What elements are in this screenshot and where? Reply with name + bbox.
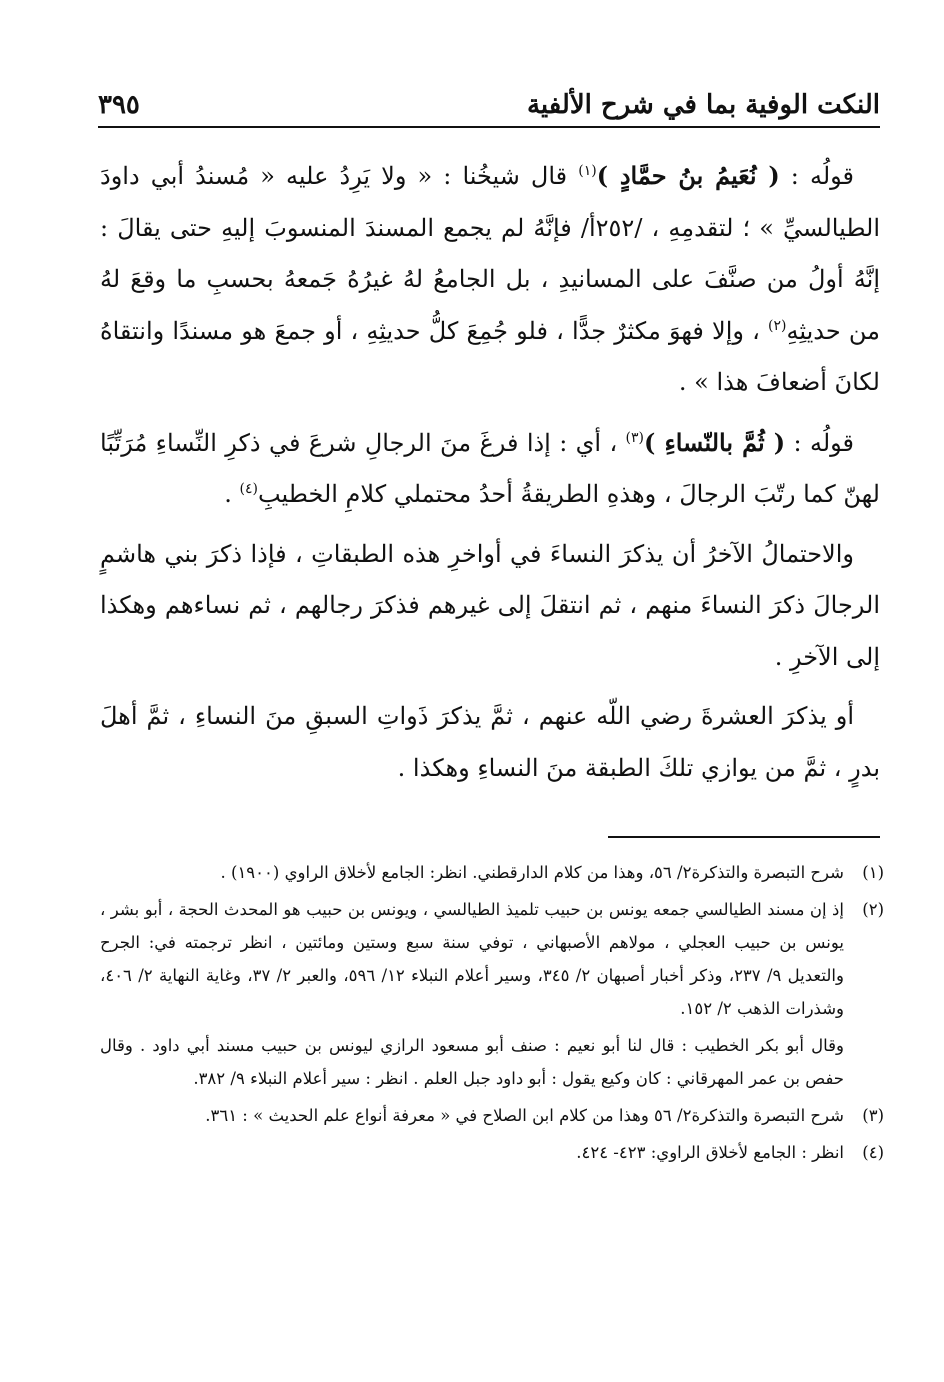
footnotes	[100, 856, 884, 1173]
footnote-1	[100, 856, 884, 889]
paragraph-text-cont: .	[224, 480, 240, 508]
paragraph-text: ، أي : إذا فرغَ منَ الرجالِ شرعَ في ذكرِ النِّساءِ مُرَتِّبًا لهنّ كما رتّبَ الرجالَ ، وهذهِ الطريقةُ أحدُ محتملي كلامِ الخطيبِ	[100, 428, 880, 508]
footnote-ref-1[interactable]: (١)	[578, 163, 597, 179]
page-number: ٣٩٥	[98, 90, 140, 120]
footnote-ref-3[interactable]: (٣)	[625, 429, 645, 446]
footnote-number: (٤)	[862, 1143, 884, 1162]
paragraph-ashara	[100, 691, 880, 794]
footnote-text: شرح التبصرة والتذكرة٢/ ٥٦، وهذا من كلام الدارقطني. انظر: الجامع لأخلاق الراوي (١٩٠٠) .	[220, 863, 844, 882]
paragraph-text-cont: ، وإلا فهوَ مكثرٌ جدًّا ، فلو جُمِعَ كلُّ حديثِهِ ، أو جمعَ هو مسندًا وانتقاهُ لكانَ أضعافَ هذا » .	[100, 316, 880, 396]
paragraph-text: قال شيخُنا : « ولا يَرِدُ عليه « مُسندُ أبي داودَ الطيالسيِّ » ؛ لتقدمِهِ ، /٢٥٢أ/ فإنَّهُ لم يجمع المسندَ المنسوبَ إليهِ حتى يقالَ : إنَّهُ أولُ من صنَّفَ على المسانيدِ ، بل الجامعُ لهُ غيرُهُ جَمعهُ بحسبِ ما وقعَ لهُ من حديثِهِ	[100, 162, 881, 345]
footnote-3	[100, 1099, 884, 1132]
header-title: النكت الوفية بما في شرح الألفية	[526, 90, 880, 120]
quoted-term: ( نُعَيمُ بنُ حمَّادٍ )	[596, 161, 780, 190]
footnote-number: (٢)	[862, 900, 884, 919]
footnote-text: انظر : الجامع لأخلاق الراوي: ٤٢٣- ٤٢٤.	[576, 1143, 844, 1162]
paragraph-text: أو يذكرَ العشرةَ رضي اللّه عنهم ، ثمَّ يذكرَ ذَواتِ السبقِ منَ النساءِ ، ثمَّ أهلَ بدرٍ ، ثمَّ من يوازي تلكَ الطبقة منَ النساءِ وهكذا .	[100, 702, 880, 782]
paragraph-ihtimal	[100, 529, 880, 684]
paragraph-lead: قولُه :	[785, 428, 855, 457]
paragraph-text: والاحتمالُ الآخرُ أن يذكرَ النساءَ في أواخرِ هذه الطبقاتِ ، فإذا ذكرَ بني هاشمٍ الرجالَ ذكرَ النساءَ منهم ، ثم انتقلَ إلى غيرهم فذكرَ رجالهم ، ثم نساءهم وهكذا إلى الآخرِ .	[100, 539, 880, 671]
footnote-2	[100, 893, 884, 1025]
footnote-text: شرح التبصرة والتذكرة٢/ ٥٦ وهذا من كلام ابن الصلاح في « معرفة أنواع علم الحديث » : ٣٦١.	[205, 1106, 844, 1125]
footnote-2-continuation	[100, 1029, 884, 1095]
footnote-4	[100, 1136, 884, 1169]
footnote-text: إذ إن مسند الطيالسي جمعه يونس بن حبيب تلميذ الطيالسي ، ويونس بن حبيب هو المحدث الحجة ، أبو بشر ، يونس بن حبيب العجلي ، مولاهم الأصبهاني ، توفي سنة سبع وستين ومائتين ، انظر ترجمته في: الجرح والتعديل ٩/ ٢٣٧، وذكر أخبار أصبهان ٢/ ٣٤٥، وسير أعلام النبلاء ١٢/ ٥٩٦، والعبر ٢/ ٣٧، وغاية النهاية ٢/ ٤٠٦، وشذرات الذهب ٢/ ١٥٢.	[100, 900, 844, 1018]
paragraph-lead: قولُه :	[779, 162, 855, 190]
main-text	[100, 150, 880, 794]
quoted-term: ( ثُمَّ بالنّساءِ )	[644, 427, 786, 457]
footnote-divider	[608, 836, 880, 838]
footnote-text: وقال أبو بكر الخطيب : قال لنا أبو نعيم : صنف أبو مسعود الرازي ليونس بن حبيب مسند أبي داود . وقال حفص بن عمر المهرقاني : كان وكيع يقول : أبو داود جبل العلم . انظر : سير أعلام النبلاء ٩/ ٣٨٢.	[100, 1036, 844, 1088]
footnote-ref-4[interactable]: (٤)	[239, 481, 258, 497]
footnote-number: (١)	[862, 863, 884, 882]
footnote-ref-2[interactable]: (٢)	[768, 317, 787, 334]
paragraph-nuaym	[100, 150, 880, 409]
paragraph-nisa	[100, 417, 880, 521]
running-header	[98, 78, 880, 128]
footnote-number: (٣)	[862, 1106, 884, 1125]
